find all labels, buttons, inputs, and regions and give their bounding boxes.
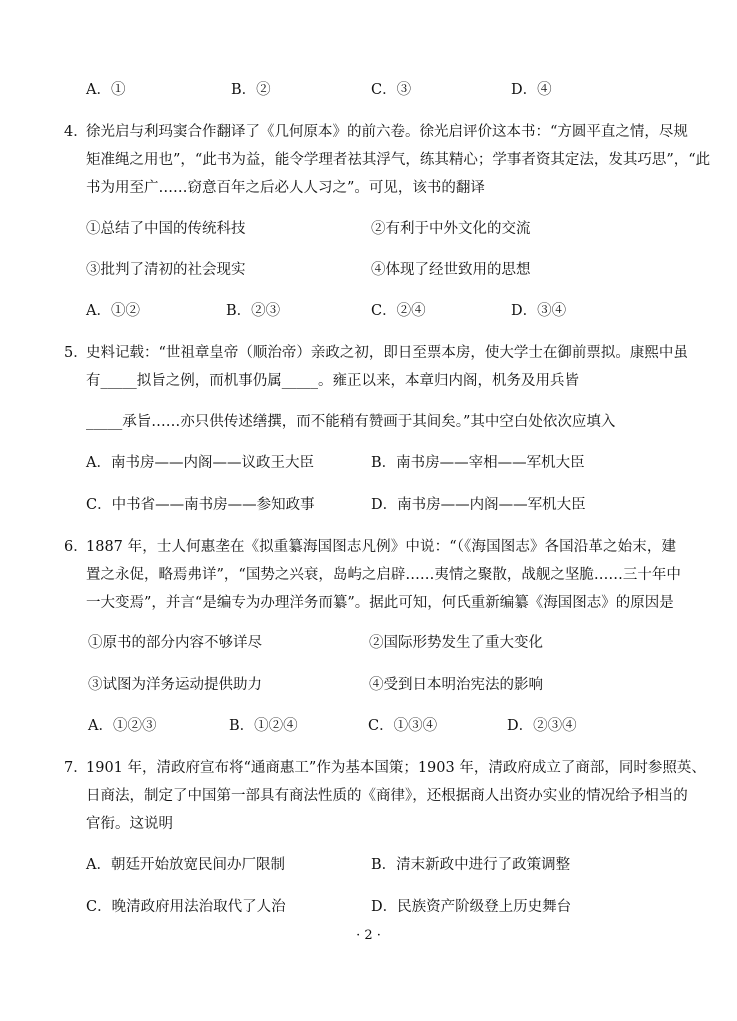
q6-item-2: ②国际形势发生了重大变化 <box>369 635 543 651</box>
q4-item-2: ②有利于中外文化的交流 <box>371 221 531 237</box>
q6-option-b: B．①②④ <box>229 718 298 734</box>
q4-item-4: ④体现了经世致用的思想 <box>371 262 531 278</box>
q6-option-a: A．①②③ <box>88 718 157 734</box>
page-number: · 2 · <box>356 928 381 943</box>
q4-number: 4． <box>64 124 88 140</box>
q5-stem-line-2: 有_____拟旨之例，而机事仍属_____。雍正以来，本章归内阁，机务及用兵皆 <box>86 373 579 389</box>
q4-option-b: B．②③ <box>226 303 281 319</box>
q7-option-d: D．民族资产阶级登上历史舞台 <box>371 899 572 915</box>
q4-item-3: ③批判了清初的社会现实 <box>86 262 246 278</box>
q6-item-3: ③试图为洋务运动提供助力 <box>88 677 262 693</box>
q5-stem-line-3: _____承旨……亦只供传述缮撰，而不能稍有赞画于其间矣。”其中空白处依次应填入 <box>86 414 616 430</box>
q7-stem-line-3: 官衔。这说明 <box>86 816 173 832</box>
q4-option-c: C．②④ <box>371 303 426 319</box>
q4-item-1: ①总结了中国的传统科技 <box>86 221 246 237</box>
q7-option-a: A．朝廷开始放宽民间办厂限制 <box>86 857 285 873</box>
q6-number: 6． <box>64 539 88 555</box>
q3-option-a: A．① <box>86 82 126 98</box>
q7-option-b: B．清末新政中进行了政策调整 <box>371 857 571 873</box>
q7-number: 7． <box>64 760 88 776</box>
q7-option-c: C．晚清政府用法治取代了人治 <box>86 899 286 915</box>
q6-option-d: D．②③④ <box>507 718 577 734</box>
q5-option-d: D．南书房——内阁——军机大臣 <box>371 497 586 513</box>
q3-option-c: C．③ <box>371 82 412 98</box>
q4-option-a: A．①② <box>86 303 140 319</box>
q4-option-d: D．③④ <box>511 303 567 319</box>
q4-stem-line-3: 书为用至广……窃意百年之后必人人习之”。可见，该书的翻译 <box>86 180 485 196</box>
q4-stem-line-1: 徐光启与利玛窦合作翻译了《几何原本》的前六卷。徐光启评价这本书：“方圆平直之情，尽规 <box>86 124 688 140</box>
q5-option-a: A．南书房——内阁——议政王大臣 <box>86 455 314 471</box>
q4-stem-line-2: 矩准绳之用也”，“此书为益，能令学理者祛其浮气，练其精心；学事者资其定法，发其巧思”，“此 <box>86 152 711 168</box>
q6-option-c: C．①③④ <box>368 718 438 734</box>
q6-item-4: ④受到日本明治宪法的影响 <box>369 677 543 693</box>
q6-stem-line-2: 置之永促，略焉弗详”，“国势之兴衰，岛屿之启辟……夷情之聚散，战舰之坚脆……三十年中 <box>86 567 681 583</box>
q6-stem-line-1: 1887 年，士人何惠垄在《拟重纂海国图志凡例》中说：“（《海国图志》各国沿革之始末，建 <box>86 539 676 555</box>
q7-stem-line-2: 日商法，制定了中国第一部具有商法性质的《商律》，还根据商人出资办实业的情况给予相当的 <box>86 788 688 804</box>
q5-option-c: C．中书省——南书房——参知政事 <box>86 497 315 513</box>
q6-stem-line-3: 一大变焉”，并言“是编专为办理洋务而纂”。据此可知，何氏重新编纂《海国图志》的原因是 <box>86 595 674 611</box>
q3-option-d: D．④ <box>511 82 552 98</box>
q5-stem-line-1: 史料记载：“世祖章皇帝（顺治帝）亲政之初，即日至票本房，使大学士在御前票拟。康熙中虽 <box>86 345 688 361</box>
q7-stem-line-1: 1901 年，清政府宣布将“通商惠工”作为基本国策；1903 年，清政府成立了商部，同时参照英、 <box>86 760 706 776</box>
q3-option-b: B．② <box>231 82 271 98</box>
q5-option-b: B．南书房——宰相——军机大臣 <box>371 455 585 471</box>
q5-number: 5． <box>64 345 88 361</box>
q6-item-1: ①原书的部分内容不够详尽 <box>88 635 262 651</box>
